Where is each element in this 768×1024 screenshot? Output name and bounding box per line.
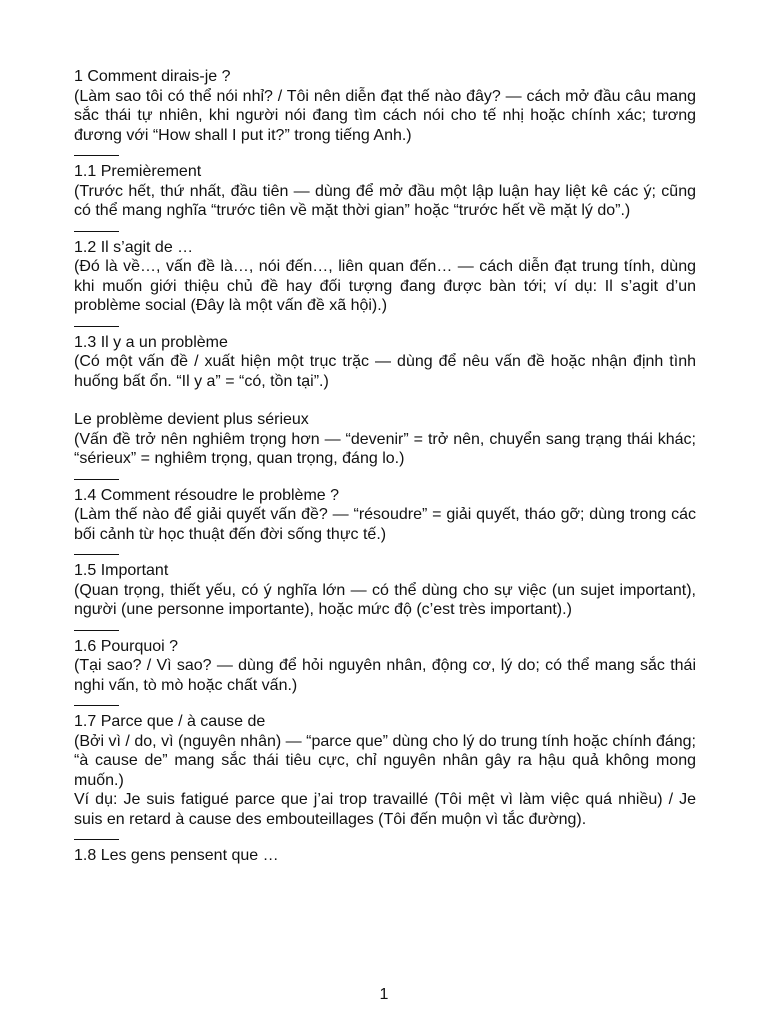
section-title: 1.2 Il s’agit de … [74, 238, 194, 256]
section-divider [74, 554, 119, 555]
section-body: (Trước hết, thứ nhất, đầu tiên — dùng để mở đầu một lập luận hay liệt kê các ý; cũng có thể mang nghĩa “trước tiên về mặt thời gian” hoặc “trước hết về mặt lý do”.) [74, 182, 696, 219]
section-divider [74, 326, 119, 327]
section-subtitle: Le problème devient plus sérieux [74, 411, 309, 428]
section-body: (Làm thế nào để giải quyết vấn đề? — “résoudre” = giải quyết, tháo gỡ; dùng trong các bối cảnh từ học thuật đến đời sống thực tế.) [74, 506, 696, 543]
document-page [74, 67, 696, 866]
section-title: 1.8 Les gens pensent que … [74, 847, 279, 864]
section-title: 1.1 Premièrement [74, 163, 202, 180]
section-body: (Vấn đề trở nên nghiêm trọng hơn — “devenir” = trở nên, chuyển sang trạng thái khác; “sérieux” = nghiêm trọng, quan trọng, đáng lo.) [74, 430, 696, 467]
section-divider [74, 155, 119, 156]
section-divider [74, 479, 119, 480]
section-divider [74, 630, 119, 631]
section-body: (Tại sao? / Vì sao? — dùng để hỏi nguyên nhân, động cơ, lý do; có thể mang sắc thái nghi vấn, tò mò hoặc chất vấn.) [74, 657, 696, 694]
section-divider [74, 231, 119, 232]
section-body: (Đó là về…, vấn đề là…, nói đến…, liên quan đến… — cách diễn đạt trung tính, dùng khi muốn giới thiệu chủ đề hay đối tượng đang được bàn tới; ví dụ: Il s’agit d’un problème social (Đây là một vấn đề xã hội).) [74, 258, 696, 314]
section-title: 1.6 Pourquoi ? [74, 637, 179, 655]
section-divider [74, 705, 119, 706]
section-title: 1 Comment dirais-je ? [74, 68, 231, 85]
example-text: Ví dụ: Je suis fatigué parce que j’ai trop travaillé (Tôi mệt vì làm việc quá nhiều) / Je suis en retard à cause des embouteillages (Tôi đến muộn vì tắc đường). [74, 791, 696, 828]
section-divider [74, 839, 119, 840]
section-title: 1.7 Parce que / à cause de [74, 713, 266, 730]
section-title: 1.4 Comment résoudre le problème ? [74, 486, 340, 504]
section-title: 1.3 Il y a un problème [74, 333, 228, 351]
page-number: 1 [379, 986, 389, 1003]
section-body: (Có một vấn đề / xuất hiện một trục trặc — dùng để nêu vấn đề hoặc nhận định tình huống bất ổn. “Il y a” = “có, tồn tại”.) [74, 353, 696, 390]
paragraph-spacer [74, 391, 696, 410]
section-body: (Làm sao tôi có thể nói nhỉ? / Tôi nên diễn đạt thế nào đây? — cách mở đầu câu mang sắc thái tự nhiên, khi người nói đang tìm cách nói cho tế nhị hoặc chính xác; tương đương với “How shall I put it?” trong tiếng Anh.) [74, 87, 696, 144]
section-title: 1.5 Important [74, 562, 169, 579]
section-body: (Quan trọng, thiết yếu, có ý nghĩa lớn — có thể dùng cho sự việc (un sujet important), người (une personne importante), hoặc mức độ (c’est très important).) [74, 581, 696, 618]
section-body: (Bởi vì / do, vì (nguyên nhân) — “parce que” dùng cho lý do trung tính hoặc chính đáng; “à cause de” mang sắc thái tiêu cực, chỉ nguyên nhân gây ra hậu quả không mong muốn.) [74, 732, 696, 789]
